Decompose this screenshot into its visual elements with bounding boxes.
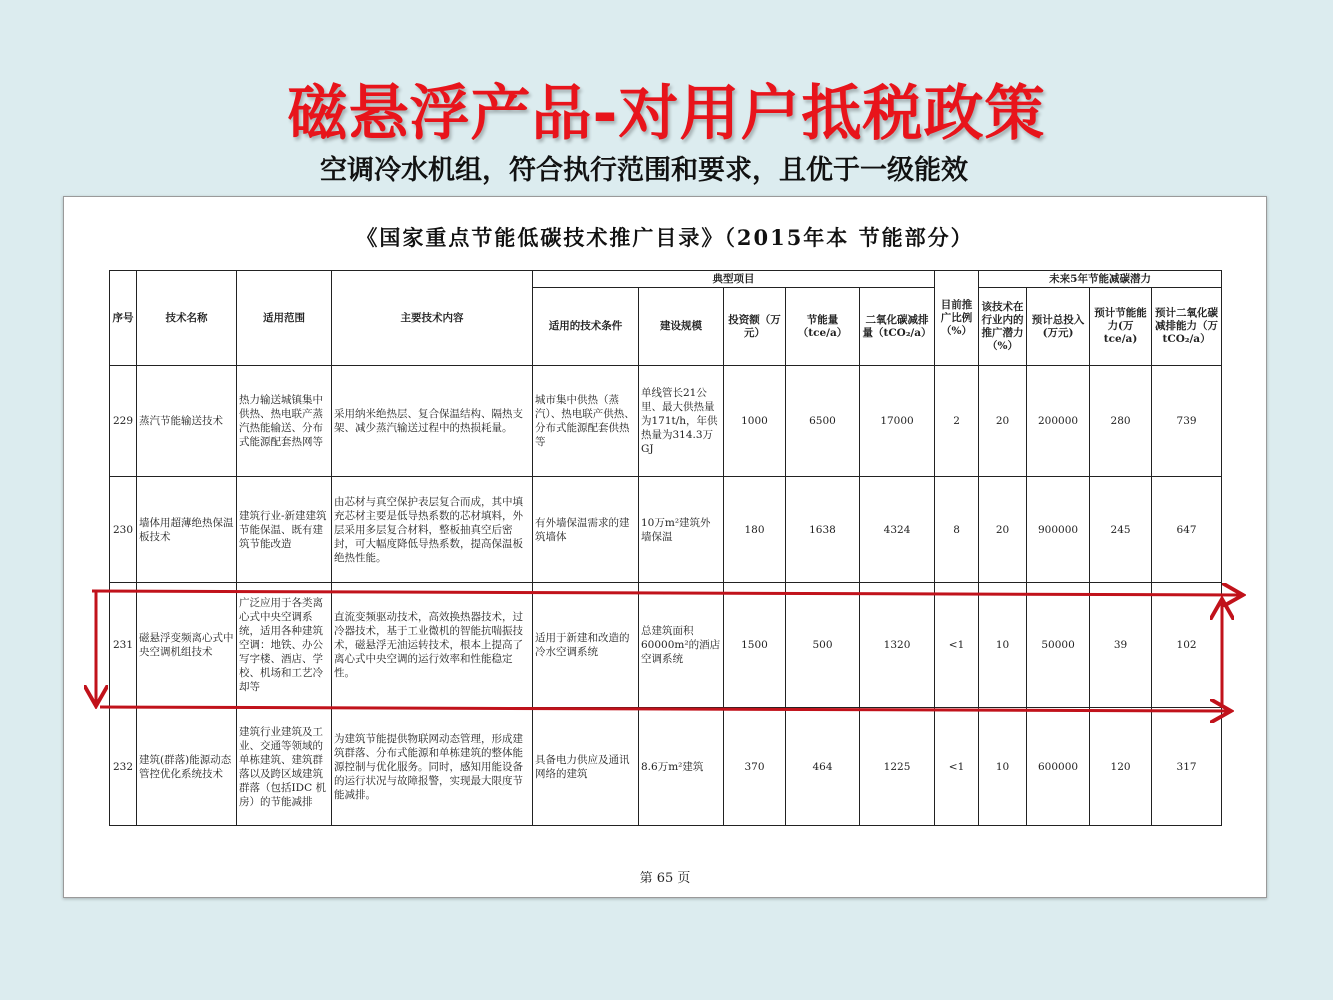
cell-ratio: <1 xyxy=(935,708,979,826)
cell-investment: 180 xyxy=(724,477,786,583)
header-expected-saving: 预计节能能力(万tce/a) xyxy=(1090,288,1152,366)
cell-seq: 229 xyxy=(110,366,137,477)
header-main-content: 主要技术内容 xyxy=(332,271,533,366)
cell-total-investment: 50000 xyxy=(1027,583,1090,708)
cell-investment: 1500 xyxy=(724,583,786,708)
header-scope: 适用范围 xyxy=(237,271,332,366)
header-co2: 二氧化碳减排量（tCO₂/a） xyxy=(860,288,935,366)
cell-tech-name: 磁悬浮变频离心式中央空调机组技术 xyxy=(137,583,237,708)
cell-tech-name: 蒸汽节能输送技术 xyxy=(137,366,237,477)
cell-scale: 单线管长21公里、最大供热量为171t/h，年供热量为314.3万GJ xyxy=(639,366,724,477)
cell-total-investment: 600000 xyxy=(1027,708,1090,826)
cell-seq: 231 xyxy=(110,583,137,708)
cell-conditions: 城市集中供热（蒸汽）、热电联产供热、分布式能源配套供热等 xyxy=(533,366,639,477)
slide-subtitle: 空调冷水机组，符合执行范围和要求，且优于一级能效 xyxy=(320,155,968,186)
cell-conditions: 有外墙保温需求的建筑墙体 xyxy=(533,477,639,583)
cell-co2: 4324 xyxy=(860,477,935,583)
header-total-investment: 预计总投入(万元) xyxy=(1027,288,1090,366)
cell-seq: 232 xyxy=(110,708,137,826)
table-row-highlighted xyxy=(110,583,1222,708)
cell-total-investment: 900000 xyxy=(1027,477,1090,583)
cell-expected-co2: 102 xyxy=(1152,583,1222,708)
cell-expected-co2: 647 xyxy=(1152,477,1222,583)
cell-scale: 10万m²建筑外墙保温 xyxy=(639,477,724,583)
cell-expected-saving: 245 xyxy=(1090,477,1152,583)
cell-energy-saving: 464 xyxy=(786,708,860,826)
cell-ratio: 2 xyxy=(935,366,979,477)
header-potential: 该技术在行业内的推广潜力（%） xyxy=(979,288,1027,366)
cell-ratio: 8 xyxy=(935,477,979,583)
header-conditions: 适用的技术条件 xyxy=(533,288,639,366)
cell-expected-co2: 317 xyxy=(1152,708,1222,826)
cell-investment: 1000 xyxy=(724,366,786,477)
cell-potential: 10 xyxy=(979,583,1027,708)
cell-scale: 总建筑面积60000m²的酒店空调系统 xyxy=(639,583,724,708)
cell-scale: 8.6万m²建筑 xyxy=(639,708,724,826)
table-row xyxy=(110,477,1222,583)
technology-table xyxy=(109,270,1222,826)
document-scan xyxy=(63,196,1267,898)
cell-tech-name: 墙体用超薄绝热保温板技术 xyxy=(137,477,237,583)
header-expected-co2: 预计二氧化碳减排能力（万tCO₂/a） xyxy=(1152,288,1222,366)
table-row xyxy=(110,708,1222,826)
cell-conditions: 具备电力供应及通讯网络的建筑 xyxy=(533,708,639,826)
cell-expected-saving: 120 xyxy=(1090,708,1152,826)
slide-title: 磁悬浮产品-对用户抵税政策 xyxy=(287,79,1046,149)
header-scale: 建设规模 xyxy=(639,288,724,366)
page-number: 第 65 页 xyxy=(639,871,691,886)
cell-potential: 20 xyxy=(979,366,1027,477)
cell-ratio: <1 xyxy=(935,583,979,708)
cell-total-investment: 200000 xyxy=(1027,366,1090,477)
cell-scope: 热力输送城镇集中供热、热电联产蒸汽热能输送、分布式能源配套热网等 xyxy=(237,366,332,477)
cell-scope: 广泛应用于各类离心式中央空调系统，适用各种建筑空调：地铁、办公写字楼、酒店、学校、机场和工艺冷却等 xyxy=(237,583,332,708)
cell-content: 直流变频驱动技术，高效换热器技术，过冷器技术，基于工业微机的智能抗喘振技术，磁悬浮无油运转技术，根本上提高了离心式中央空调的运行效率和性能稳定性。 xyxy=(332,583,533,708)
cell-energy-saving: 6500 xyxy=(786,366,860,477)
cell-conditions: 适用于新建和改造的冷水空调系统 xyxy=(533,583,639,708)
cell-potential: 20 xyxy=(979,477,1027,583)
header-energy-saving: 节能量（tce/a） xyxy=(786,288,860,366)
header-typical-project: 典型项目 xyxy=(533,271,935,288)
cell-energy-saving: 500 xyxy=(786,583,860,708)
cell-potential: 10 xyxy=(979,708,1027,826)
cell-co2: 1225 xyxy=(860,708,935,826)
table-row xyxy=(110,366,1222,477)
cell-content: 采用纳米绝热层、复合保温结构、隔热支架、减少蒸汽输送过程中的热损耗量。 xyxy=(332,366,533,477)
cell-investment: 370 xyxy=(724,708,786,826)
cell-expected-co2: 739 xyxy=(1152,366,1222,477)
cell-scope: 建筑行业-新建建筑节能保温、既有建筑节能改造 xyxy=(237,477,332,583)
header-ratio: 目前推广比例（%） xyxy=(935,271,979,366)
cell-co2: 17000 xyxy=(860,366,935,477)
header-tech-name: 技术名称 xyxy=(137,271,237,366)
cell-co2: 1320 xyxy=(860,583,935,708)
cell-expected-saving: 39 xyxy=(1090,583,1152,708)
cell-content: 为建筑节能提供物联网动态管理，形成建筑群落、分布式能源和单栋建筑的整体能源控制与优化服务。同时，感知用能设备的运行状况与故障报警，实现最大限度节能减排。 xyxy=(332,708,533,826)
document-title: 《国家重点节能低碳技术推广目录》（2015年本 节能部分） xyxy=(356,225,974,250)
cell-content: 由芯材与真空保护表层复合而成，其中填充芯材主要是低导热系数的芯材填料，外层采用多层复合材料，整板抽真空后密封，可大幅度降低导热系数，提高保温板绝热性能。 xyxy=(332,477,533,583)
cell-seq: 230 xyxy=(110,477,137,583)
cell-energy-saving: 1638 xyxy=(786,477,860,583)
header-investment: 投资额（万元） xyxy=(724,288,786,366)
cell-expected-saving: 280 xyxy=(1090,366,1152,477)
header-future-potential: 未来5年节能减碳潜力 xyxy=(979,271,1222,288)
cell-scope: 建筑行业建筑及工业、交通等领域的单栋建筑、建筑群落以及跨区域建筑群落（包括IDC 机房）的节能减排 xyxy=(237,708,332,826)
cell-tech-name: 建筑(群落)能源动态管控优化系统技术 xyxy=(137,708,237,826)
header-seq: 序号 xyxy=(110,271,137,366)
